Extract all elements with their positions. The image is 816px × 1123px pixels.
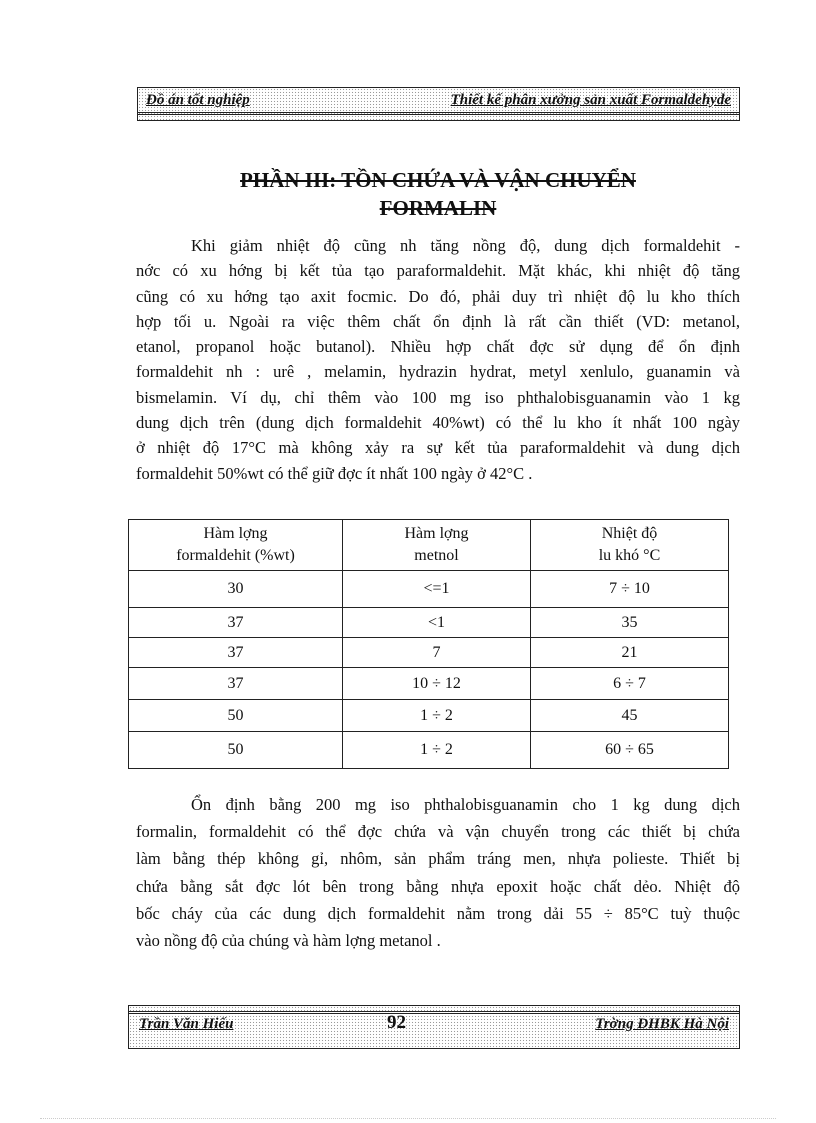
- table-row: [129, 571, 729, 608]
- table-cell: 1 ÷ 2: [343, 700, 531, 732]
- page-footer: [128, 1005, 740, 1049]
- table-cell: 45: [531, 700, 729, 732]
- section-title-line2: FORMALIN: [379, 196, 497, 220]
- paragraph-line: dung dịch trên (dung dịch formaldehit 40%wt) có thể lu kho ít nhất 100 ngày: [136, 413, 740, 433]
- section-title-line1: PHẦN III: TỒN CHỨA VÀ VẬN CHUYỂN: [240, 168, 636, 192]
- paragraph-line: etanol, propanol hoặc butanol). Nhiều hợp chất đợc sử dụng để ổn định: [136, 337, 740, 357]
- table-cell: 37: [129, 608, 343, 638]
- footer-school: Trờng ĐHBK Hà Nội: [595, 1016, 729, 1032]
- paragraph-line: hợp tối u. Ngoài ra việc thêm chất ổn định là rất cần thiết (VD: metanol,: [136, 311, 740, 331]
- table-cell: 60 ÷ 65: [531, 732, 729, 769]
- table-cell: <1: [343, 608, 531, 638]
- paragraph-line: formaldehit nh : urê , melamin, hydrazin hydrat, metyl xenlulo, guanamin và: [136, 362, 740, 382]
- table-row: [129, 638, 729, 668]
- paragraph-line: cũng có xu hớng tạo axit focmic. Do đó, phải duy trì nhiệt độ lu kho thích: [136, 286, 740, 306]
- header-cell-line: Nhiệt độ: [601, 525, 658, 542]
- page-number: 92: [387, 1012, 406, 1033]
- paragraph-line: ở nhiệt độ 17°C mà không xảy ra sự kết tủa paraformaldehit và dung dịch: [136, 438, 740, 458]
- table-cell: 37: [129, 638, 343, 668]
- paragraph-line: nớc có xu hớng bị kết tủa tạo paraformaldehit. Mặt khác, khi nhiệt độ tăng: [136, 261, 740, 281]
- page-header: [137, 87, 740, 121]
- table-row: [129, 668, 729, 700]
- paragraph-line: vào nồng độ của chúng và hàm lợng metanol .: [136, 930, 441, 950]
- header-cell-line: metnol: [414, 547, 459, 564]
- table-cell: 50: [129, 732, 343, 769]
- table-cell: 37: [129, 668, 343, 700]
- paragraph-line: bismelamin. Ví dụ, chỉ thêm vào 100 mg iso phthalobisguanamin vào 1 kg: [136, 387, 740, 407]
- table-cell: 7: [343, 638, 531, 668]
- header-methanol-content: [343, 520, 531, 571]
- footer-author: Trần Văn Hiếu: [139, 1016, 234, 1032]
- table-cell: <=1: [343, 571, 531, 608]
- table-cell: 6 ÷ 7: [531, 668, 729, 700]
- footer-rule: [129, 1006, 739, 1014]
- header-formaldehyde-content: [129, 520, 343, 571]
- stability-table: [128, 519, 729, 769]
- paragraph-line: formalin, formaldehit có thể đợc chứa và vận chuyển trong các thiết bị chứa: [136, 822, 740, 842]
- header-bar: [138, 88, 739, 115]
- paragraph-line: formaldehit 50%wt có thể giữ đợc ít nhất 100 ngày ở 42°C .: [136, 463, 533, 483]
- header-left-text: Đồ án tốt nghiệp: [146, 92, 250, 108]
- table-row: [129, 732, 729, 769]
- paragraph-storage: [136, 233, 740, 486]
- table-row: [129, 608, 729, 638]
- table-cell: 1 ÷ 2: [343, 732, 531, 769]
- header-cell-line: Hàm lợng: [203, 525, 268, 542]
- table-cell: 7 ÷ 10: [531, 571, 729, 608]
- header-cell-line: lu khó °C: [598, 547, 661, 564]
- header-cell-line: Hàm lợng: [404, 525, 469, 542]
- paragraph-line: làm bằng thép không gỉ, nhôm, sản phẩm tráng men, nhựa polieste. Thiết bị: [136, 849, 740, 869]
- table-cell: 30: [129, 571, 343, 608]
- paragraph-line: bốc cháy của các dung dịch formaldehit nằm trong dải 55 ÷ 85°C tuỳ thuộc: [136, 903, 740, 923]
- header-right-text: Thiết kế phân xưởng sản xuất Formaldehyde: [450, 92, 731, 108]
- header-storage-temperature: [531, 520, 729, 571]
- page-edge-rule: [40, 1118, 776, 1119]
- paragraph-line: Khi giảm nhiệt độ cũng nh tăng nồng độ, dung dịch formaldehit -: [191, 236, 740, 255]
- table-cell: 35: [531, 608, 729, 638]
- table-cell: 10 ÷ 12: [343, 668, 531, 700]
- paragraph-transport: [136, 791, 740, 954]
- paragraph-line: chứa bằng sắt đợc lót bên trong bằng nhựa epoxit hoặc chất dẻo. Nhiệt độ: [136, 876, 740, 896]
- table-cell: 50: [129, 700, 343, 732]
- paragraph-line: Ổn định bằng 200 mg iso phthalobisguanamin cho 1 kg dung dịch: [191, 795, 740, 814]
- header-cell-line: formaldehit (%wt): [176, 547, 295, 564]
- table-row: [129, 700, 729, 732]
- table-cell: 21: [531, 638, 729, 668]
- table-header-row: [129, 520, 729, 571]
